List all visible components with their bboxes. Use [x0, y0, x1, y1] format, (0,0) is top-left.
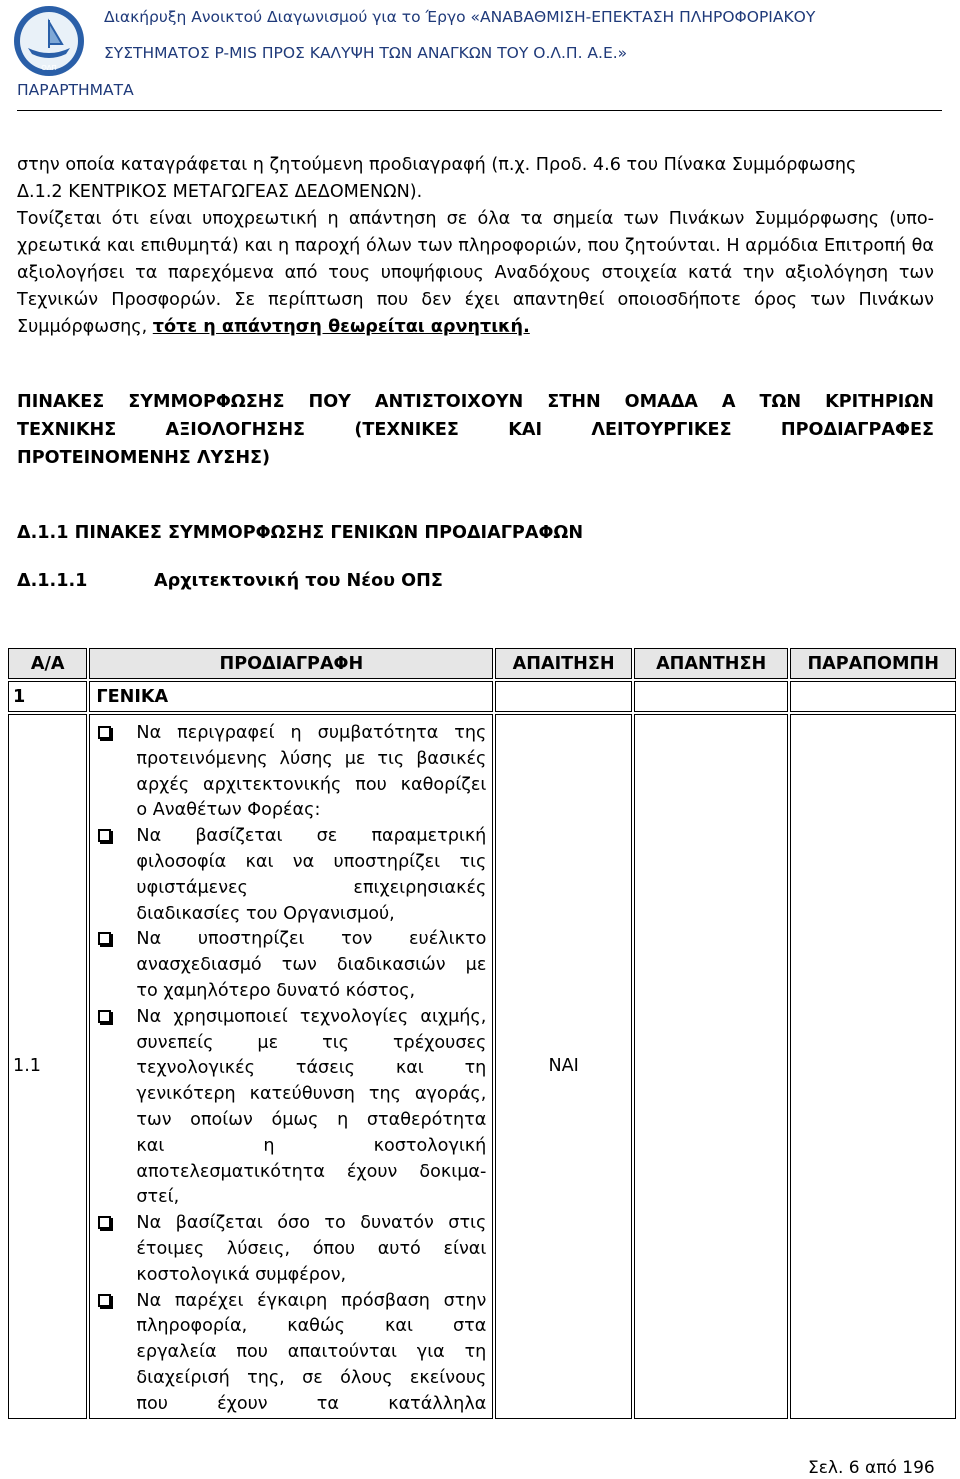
- col-answer: ΑΠΑΝΤΗΣΗ: [634, 648, 788, 679]
- cell-answer[interactable]: [634, 681, 788, 712]
- checkbox-icon: [96, 721, 118, 747]
- table-row: [8, 681, 956, 712]
- list-item: Να βασίζεται όσο το δυνατόν στις έτοιμες λύσεις, όπου αυτό είναι κοστολογικά συμφέρον,: [96, 1211, 486, 1288]
- group-number: 1: [8, 681, 87, 712]
- list-item: Να υποστηρίζει τον ευέλικτο ανασχεδιασμό των διαδικασιών με το χαμηλότερο δυνατό κόστος,: [96, 927, 486, 1004]
- subsubsection-number: Δ.1.1.1: [17, 571, 88, 591]
- checkbox-icon: [96, 1289, 118, 1315]
- compliance-table: [6, 646, 958, 1421]
- col-specification: ΠΡΟΔΙΑΓΡΑΦΗ: [89, 648, 493, 679]
- col-aa: Α/Α: [8, 648, 87, 679]
- subsubsection-title: Αρχιτεκτονική του Νέου ΟΠΣ: [154, 571, 443, 591]
- list-item: Να χρησιμοποιεί τεχνολογίες αιχμής, συνεπείς με τις τρέχουσες τεχνολογικές τάσεις και τη γενικότερη κατεύθυνση της αγοράς, των οποίων όμως η σταθερότητα και η κοστολογική αποτελεσματικότητα έχουν δοκιμα- στεί,: [96, 1005, 486, 1211]
- requirement-value: ΝΑΙ: [495, 714, 632, 1419]
- subsection-heading: Δ.1.1 ΠΙΝΑΚΕΣ ΣΥΜΜΟΡΦΩΣΗΣ ΓΕΝΙΚΩΝ ΠΡΟΔΙΑΓΡΑΦΩΝ: [17, 523, 584, 543]
- svg-text:ΟΛΠ: ΟΛΠ: [41, 64, 57, 72]
- checkbox-icon: [96, 927, 118, 953]
- col-reference: ΠΑΡΑΠΟΜΠΗ: [790, 648, 956, 679]
- table-row: [8, 714, 956, 1419]
- checkbox-icon: [96, 1005, 118, 1031]
- header-title-line2: ΣΥΣΤΗΜΑΤΟΣ P-MIS ΠΡΟΣ ΚΑΛΥΨΗ ΤΩΝ ΑΝΑΓΚΩΝ ΤΟΥ Ο.Λ.Π. Α.Ε.»: [104, 44, 628, 62]
- checkbox-icon: [96, 824, 118, 850]
- cell-reference[interactable]: [790, 681, 956, 712]
- section-heading: ΠΙΝΑΚΕΣ ΣΥΜΜΟΡΦΩΣΗΣ ΠΟΥ ΑΝΤΙΣΤΟΙΧΟΥΝ ΣΤΗΝ ΟΜΑΔΑ Α ΤΩΝ ΚΡΙΤΗΡΙΩΝ ΤΕΧΝΙΚΗΣ ΑΞΙΟΛΟΓΗΣΗΣ (ΤΕΧΝΙΚΕΣ ΚΑΙ ΛΕΙΤΟΥΡΓΙΚΕΣ ΠΡΟΔΙΑΓΡΑΦΕΣ ΠΡΟΤΕΙΝΟΜΕΝΗΣ ΛΥΣΗΣ): [17, 392, 934, 468]
- negative-answer-note: τότε η απάντηση θεωρείται αρνητική.: [152, 317, 530, 337]
- row-number: 1.1: [8, 714, 87, 1419]
- paragraph-1: στην οποία καταγράφεται η ζητούμενη προδιαγραφή (π.χ. Προδ. 4.6 του Πίνακα Συμμόρφωσης Δ.1.2 ΚΕΝΤΡΙΚΟΣ ΜΕΤΑΓΩΓΕΑΣ ΔΕΔΟΜΕΝΩΝ).: [17, 155, 857, 202]
- specification-cell: [89, 714, 493, 1419]
- list-item: Να περιγραφεί η συμβατότητα της προτεινόμενης λύσης με τις βασικές αρχές αρχιτεκτονικής που καθορίζει ο Αναθέτων Φορέας:: [96, 721, 486, 824]
- olp-logo: [12, 4, 86, 78]
- table-header-row: [8, 648, 956, 679]
- cell-requirement: [495, 681, 632, 712]
- page-number: Σελ. 6 από 196: [808, 1458, 935, 1478]
- header-title-line1: Διακήρυξη Ανοικτού Διαγωνισμού για το Έργο «ΑΝΑΒΑΘΜΙΣΗ-ΕΠΕΚΤΑΣΗ ΠΛΗΡΟΦΟΡΙΑΚΟΥ: [104, 8, 816, 26]
- header-section: ΠΑΡΑΡΤΗΜΑΤΑ: [17, 81, 134, 99]
- cell-answer[interactable]: [634, 714, 788, 1419]
- cell-reference[interactable]: [790, 714, 956, 1419]
- col-requirement: ΑΠΑΙΤΗΣΗ: [495, 648, 632, 679]
- list-item: Να παρέχει έγκαιρη πρόσβαση στην πληροφορία, καθώς και στα εργαλεία που απαιτούνται για τη διαχείρισή της, σε όλους εκείνους που έχουν τα κατάλληλα: [96, 1289, 486, 1418]
- checkbox-icon: [96, 1211, 118, 1237]
- group-title: ΓΕΝΙΚΑ: [89, 681, 493, 712]
- list-item: Να βασίζεται σε παραμετρική φιλοσοφία και να υποστηρίζει τις υφιστάμενες επιχειρησιακές διαδικασίες του Οργανισμού,: [96, 824, 486, 927]
- page-header: [0, 0, 960, 110]
- header-divider: [17, 110, 942, 111]
- paragraph-2: Τονίζεται ότι είναι υποχρεωτική η απάντηση σε όλα τα σημεία των Πινάκων Συμμόρφωσης (υπο- χρεωτικά και επιθυμητά) και η παροχή όλων των πληροφοριών, που ζητούνται. Η αρμόδια Επιτροπή θα αξιολογήσει τα παρεχόμενα από τους υποψήφιους Αναδόχους στοιχεία κατά την αξιολόγηση των Τεχνικών Προσφορών. Σε περίπτωση που δεν έχει απαντηθεί οποιοσδήποτε όρος των Πινάκων Συμμόρφωσης, τότε η απάντηση θεωρείται αρνητική.: [17, 209, 935, 337]
